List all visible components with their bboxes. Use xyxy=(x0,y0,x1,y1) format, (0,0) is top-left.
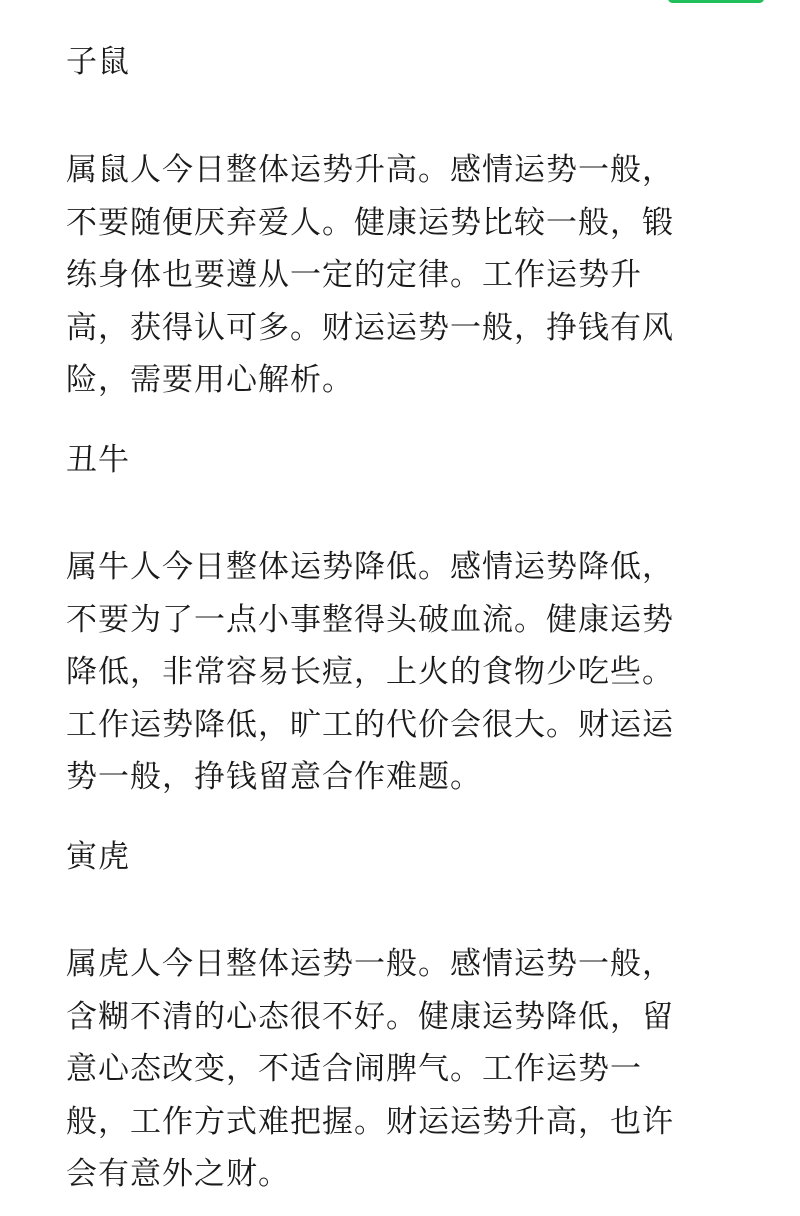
section-body-rat xyxy=(66,144,674,407)
text-line: 属虎人今日整体运势一般。感情运势一般， xyxy=(66,946,674,982)
text-line: 高，获得认可多。财运运势一般，挣钱有风 xyxy=(66,309,674,346)
text-line: 含糊不清的心态很不好。健康运势降低，留 xyxy=(66,998,674,1035)
text-line: 险，需要用心解析。 xyxy=(66,362,354,398)
text-line: 意心态改变，不适合闹脾气。工作运势一 xyxy=(66,1051,642,1087)
text-line: 会有意外之财。 xyxy=(66,1156,290,1192)
text-line: 般，工作方式难把握。财运运势升高，也许 xyxy=(66,1103,674,1140)
section-heading-tiger: 寅虎 xyxy=(66,839,130,875)
text-line: 练身体也要遵从一定的定律。工作运势升 xyxy=(66,257,642,293)
section-body-ox xyxy=(66,541,674,804)
text-line: 工作运势降低，旷工的代价会很大。财运运 xyxy=(66,706,674,743)
section-heading-ox: 丑牛 xyxy=(66,442,130,478)
text-line: 不要为了一点小事整得头破血流。健康运势 xyxy=(66,601,674,638)
text-line: 势一般，挣钱留意合作难题。 xyxy=(66,759,482,795)
text-line: 降低，非常容易长痘，上火的食物少吃些。 xyxy=(66,654,674,690)
text-line: 不要随便厌弃爱人。健康运势比较一般，锻 xyxy=(66,204,674,241)
text-line: 属鼠人今日整体运势升高。感情运势一般， xyxy=(66,152,674,188)
section-heading-rat: 子鼠 xyxy=(66,44,130,80)
text-line: 属牛人今日整体运势降低。感情运势降低， xyxy=(66,549,674,585)
section-body-tiger xyxy=(66,938,674,1201)
top-accent-pill xyxy=(668,0,764,3)
